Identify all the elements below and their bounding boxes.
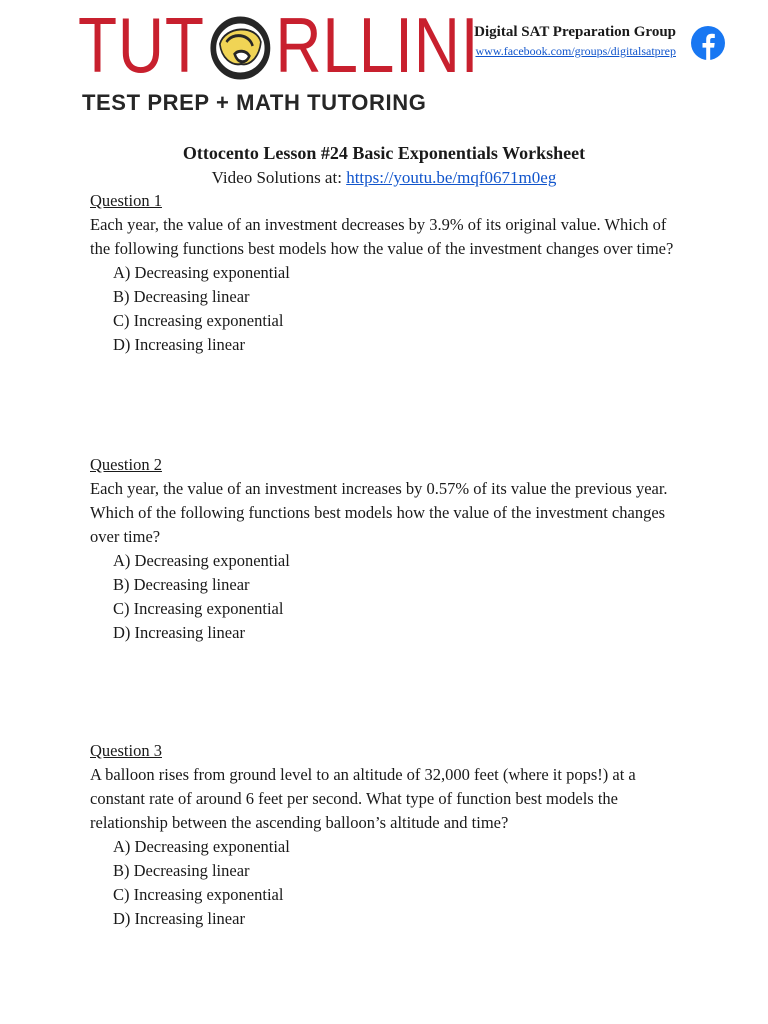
choice-d: D) Increasing linear <box>113 335 245 354</box>
group-name: Digital SAT Preparation Group <box>474 24 676 40</box>
choice-b: B) Decreasing linear <box>113 575 250 594</box>
choice-c: C) Increasing exponential <box>113 311 284 330</box>
video-solutions-line <box>0 166 768 190</box>
study-group-block <box>474 22 676 60</box>
question-label: Question 2 <box>90 455 162 474</box>
choice-c: C) Increasing exponential <box>113 599 284 618</box>
choice-d: D) Increasing linear <box>113 909 245 928</box>
worksheet-title: Ottocento Lesson #24 Basic Exponentials Worksheet <box>182 143 586 163</box>
choice-a: A) Decreasing exponential <box>113 551 290 570</box>
choice-a: A) Decreasing exponential <box>113 263 290 282</box>
answer-choices <box>90 835 690 931</box>
choice-b: B) Decreasing linear <box>113 287 250 306</box>
tutorllini-logo <box>78 1 480 120</box>
choice-a: A) Decreasing exponential <box>113 837 290 856</box>
facebook-icon[interactable] <box>691 26 725 60</box>
question-text: A balloon rises from ground level to an altitude of 32,000 feet (where it pops!) at a constant rate of around 6 feet per second. What type of function best models the relationship between the ascending balloon’s altitude and time? <box>90 765 636 832</box>
choice-d: D) Increasing linear <box>113 623 245 642</box>
tortellini-icon <box>208 12 272 82</box>
question-3 <box>90 739 690 931</box>
group-link[interactable]: www.facebook.com/groups/digitalsatprep <box>475 44 676 58</box>
question-label: Question 3 <box>90 741 162 760</box>
question-2 <box>90 453 690 645</box>
answer-choices <box>90 261 690 357</box>
choice-c: C) Increasing exponential <box>113 885 284 904</box>
logo-tagline: TEST PREP + MATH TUTORING <box>82 90 427 115</box>
logo-text-left: TUT <box>78 1 205 89</box>
question-text: Each year, the value of an investment decreases by 3.9% of its original value. Which of the following functions best models how the value of the investment changes over time? <box>90 215 674 258</box>
question-label: Question 1 <box>90 191 162 210</box>
logo-text-right: RLLINI <box>275 1 480 89</box>
answer-choices <box>90 549 690 645</box>
page-header <box>0 0 768 130</box>
choice-b: B) Decreasing linear <box>113 861 250 880</box>
logo-wordmark <box>78 1 480 89</box>
video-solutions-link[interactable]: https://youtu.be/mqf0671m0eg <box>346 168 557 187</box>
question-text: Each year, the value of an investment increases by 0.57% of its value the previous year. Which of the following functions best models how the value of the investment changes over time? <box>90 479 668 546</box>
question-1 <box>90 189 690 357</box>
video-solutions-prefix: Video Solutions at: <box>211 168 342 187</box>
